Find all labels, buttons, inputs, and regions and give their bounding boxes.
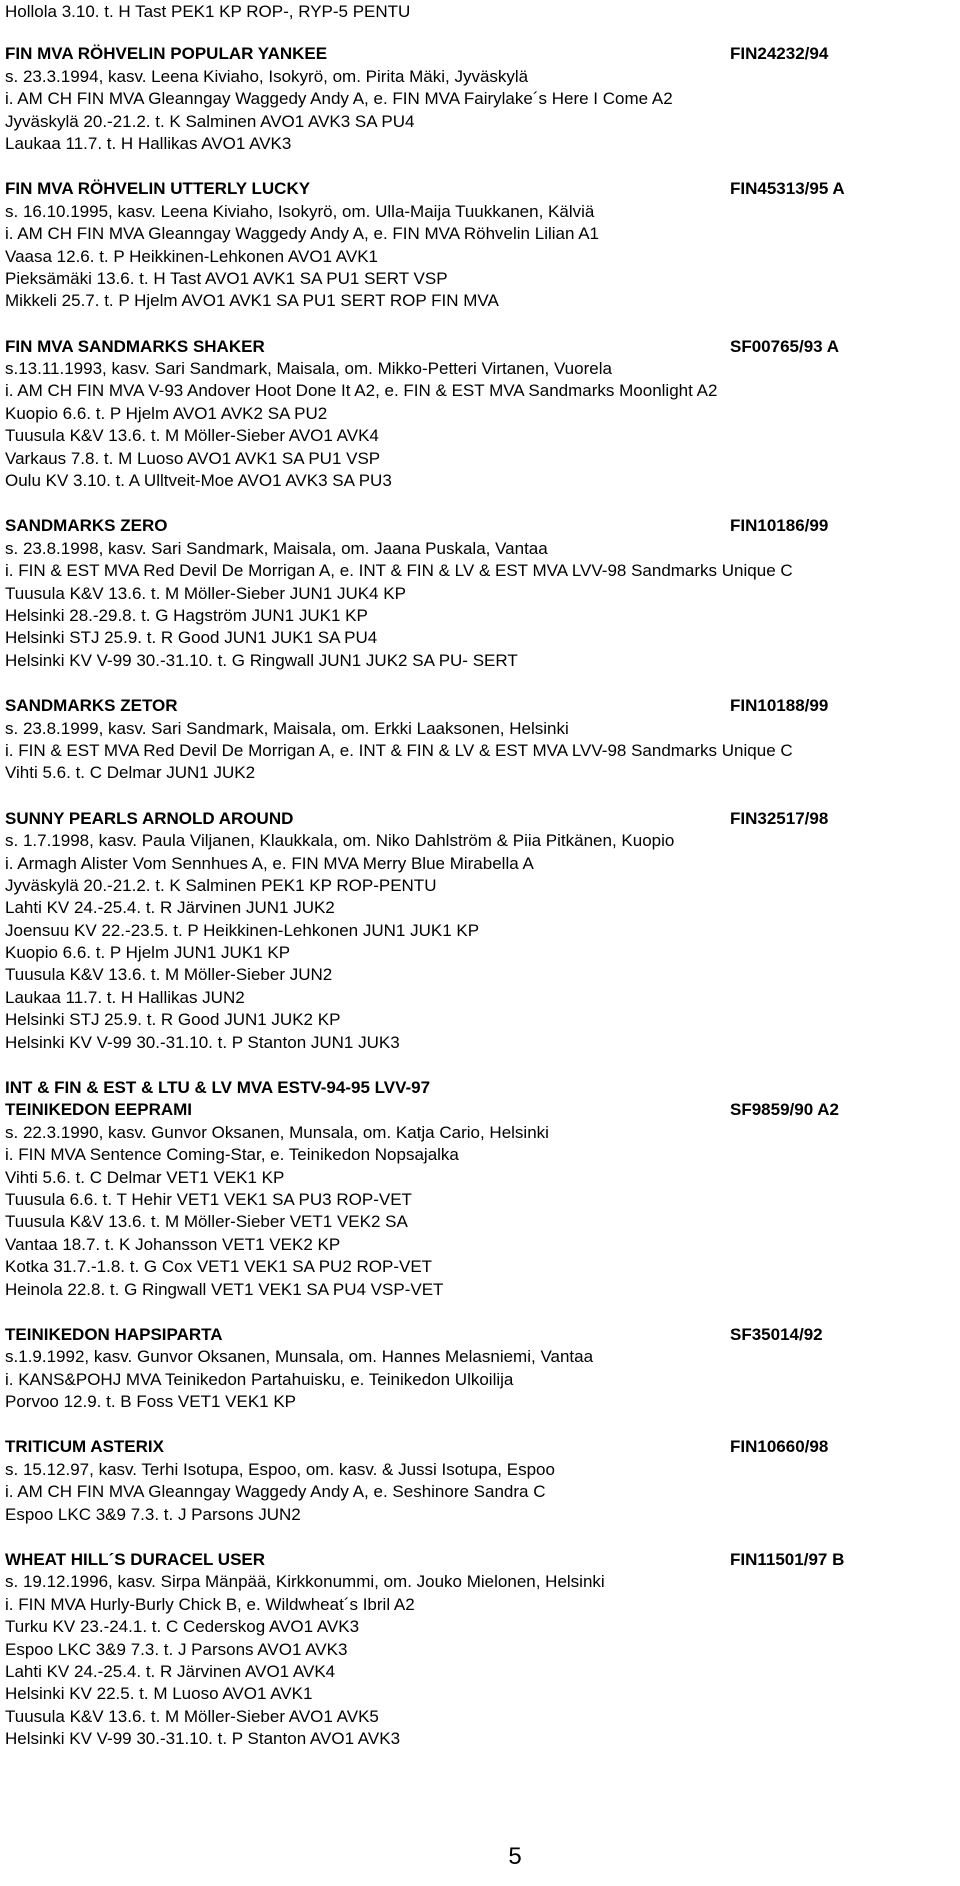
entry-line: s. 16.10.1995, kasv. Leena Kiviaho, Isokyrö, om. Ulla-Maija Tuukkanen, Kälviä bbox=[5, 201, 595, 221]
section-gap bbox=[5, 1526, 925, 1549]
entry-line: i. AM CH FIN MVA Gleanngay Waggedy Andy A, e. FIN MVA Röhvelin Lilian A1 bbox=[5, 224, 600, 244]
entry-line: Helsinki STJ 25.9. t. R Good JUN1 JUK1 SA PU4 bbox=[5, 628, 378, 648]
entry-line: Helsinki 28.-29.8. t. G Hagström JUN1 JUK1 KP bbox=[5, 605, 368, 625]
registration-number: FIN45313/95 A bbox=[730, 179, 845, 199]
dog-entry bbox=[5, 515, 925, 672]
section-gap bbox=[5, 1054, 925, 1077]
dog-entry bbox=[5, 808, 925, 1054]
entry-line: Turku KV 23.-24.1. t. C Cederskog AVO1 AVK3 bbox=[5, 1617, 360, 1637]
entry-line: Lahti KV 24.-25.4. t. R Järvinen JUN1 JUK2 bbox=[5, 898, 335, 918]
entry-line: Tuusula K&V 13.6. t. M Möller-Sieber AVO1 AVK4 bbox=[5, 426, 379, 446]
entry-line: i. FIN MVA Hurly-Burly Chick B, e. Wildwheat´s Ibril A2 bbox=[5, 1594, 415, 1614]
dog-entry bbox=[5, 43, 925, 155]
dog-name-heading bbox=[5, 178, 925, 200]
entry-line: Oulu KV 3.10. t. A Ulltveit-Moe AVO1 AVK3 SA PU3 bbox=[5, 471, 392, 491]
section-gap bbox=[5, 313, 925, 336]
dog-name-heading bbox=[5, 1077, 925, 1099]
dog-name: FIN MVA RÖHVELIN POPULAR YANKEE bbox=[5, 44, 328, 64]
entry-line: Heinola 22.8. t. G Ringwall VET1 VEK1 SA PU4 VSP-VET bbox=[5, 1279, 444, 1299]
entry-line: Mikkeli 25.7. t. P Hjelm AVO1 AVK1 SA PU1 SERT ROP FIN MVA bbox=[5, 291, 499, 311]
entry-line: Kuopio 6.6. t. P Hjelm AVO1 AVK2 SA PU2 bbox=[5, 403, 328, 423]
entry-line: Lahti KV 24.-25.4. t. R Järvinen AVO1 AVK4 bbox=[5, 1662, 336, 1681]
entry-line: s.1.9.1992, kasv. Gunvor Oksanen, Munsala, om. Hannes Melasniemi, Vantaa bbox=[5, 1347, 594, 1367]
dog-name-heading bbox=[5, 1099, 925, 1121]
entry-line: Porvoo 12.9. t. B Foss VET1 VEK1 KP bbox=[5, 1392, 297, 1412]
entry-line: s. 19.12.1996, kasv. Sirpa Mänpää, Kirkkonummi, om. Jouko Mielonen, Helsinki bbox=[5, 1572, 605, 1592]
entry-line: i. Armagh Alister Vom Sennhues A, e. FIN MVA Merry Blue Mirabella A bbox=[5, 853, 534, 873]
entry-line: i. KANS&POHJ MVA Teinikedon Partahuisku, e. Teinikedon Ulkoilija bbox=[5, 1369, 514, 1389]
entry-line: Pieksämäki 13.6. t. H Tast AVO1 AVK1 SA PU1 SERT VSP bbox=[5, 268, 448, 288]
dog-name: WHEAT HILL´S DURACEL USER bbox=[5, 1550, 266, 1570]
dog-name-heading bbox=[5, 695, 925, 717]
entry-line: Tuusula K&V 13.6. t. M Möller-Sieber JUN2 bbox=[5, 965, 333, 985]
entry-line: Tuusula 6.6. t. T Hehir VET1 VEK1 SA PU3 ROP-VET bbox=[5, 1189, 412, 1209]
entry-line: s. 15.12.97, kasv. Terhi Isotupa, Espoo, om. kasv. & Jussi Isotupa, Espoo bbox=[5, 1459, 555, 1479]
entry-line: Jyväskylä 20.-21.2. t. K Salminen AVO1 AVK3 SA PU4 bbox=[5, 111, 415, 131]
entry-line: s. 1.7.1998, kasv. Paula Viljanen, Klaukkala, om. Niko Dahlström & Piia Pitkänen, Kuopio bbox=[5, 831, 675, 851]
dog-name-heading bbox=[5, 43, 925, 65]
entry-line: i. FIN & EST MVA Red Devil De Morrigan A, e. INT & FIN & LV & EST MVA LVV-98 Sandmarks Unique C bbox=[5, 561, 793, 581]
entry-line: s. 22.3.1990, kasv. Gunvor Oksanen, Munsala, om. Katja Cario, Helsinki bbox=[5, 1122, 549, 1142]
entry-line: Laukaa 11.7. t. H Hallikas AVO1 AVK3 bbox=[5, 133, 292, 153]
registration-number: SF00765/93 A bbox=[730, 336, 839, 356]
dog-name: SANDMARKS ZERO bbox=[5, 516, 168, 536]
dog-name: SANDMARKS ZETOR bbox=[5, 696, 178, 716]
registration-number: SF9859/90 A2 bbox=[730, 1100, 839, 1120]
section-gap bbox=[5, 492, 925, 515]
dog-name-heading bbox=[5, 1324, 925, 1346]
entry-line: s.13.11.1993, kasv. Sari Sandmark, Maisala, om. Mikko-Petteri Virtanen, Vuorela bbox=[5, 359, 612, 379]
registration-number: FIN11501/97 B bbox=[730, 1550, 845, 1570]
section-gap bbox=[5, 1413, 925, 1436]
entry-line: Espoo LKC 3&9 7.3. t. J Parsons AVO1 AVK3 bbox=[5, 1639, 348, 1659]
entry-line: Helsinki KV V-99 30.-31.10. t. G Ringwall JUN1 JUK2 SA PU- SERT bbox=[5, 650, 518, 670]
registration-number: SF35014/92 bbox=[730, 1324, 823, 1344]
entry-line: i. FIN MVA Sentence Coming-Star, e. Teinikedon Nopsajalka bbox=[5, 1145, 459, 1165]
registration-number: FIN10660/98 bbox=[730, 1437, 829, 1457]
registration-number: FIN10188/99 bbox=[730, 696, 829, 716]
section-gap bbox=[5, 785, 925, 808]
dog-name-heading bbox=[5, 515, 925, 537]
entry-line: Vaasa 12.6. t. P Heikkinen-Lehkonen AVO1 AVK1 bbox=[5, 246, 378, 266]
entry-line: i. FIN & EST MVA Red Devil De Morrigan A, e. INT & FIN & LV & EST MVA LVV-98 Sandmarks Unique C bbox=[5, 740, 793, 760]
section-gap bbox=[5, 1301, 925, 1324]
dog-name: TEINIKEDON HAPSIPARTA bbox=[5, 1324, 223, 1344]
dog-name-heading bbox=[5, 808, 925, 830]
dog-name-heading bbox=[5, 1549, 925, 1571]
registration-number: FIN10186/99 bbox=[730, 516, 829, 536]
document-page bbox=[5, 1, 925, 1751]
entry-line: i. AM CH FIN MVA Gleanngay Waggedy Andy A, e. FIN MVA Fairylake´s Here I Come A2 bbox=[5, 89, 673, 109]
entry-line: Tuusula K&V 13.6. t. M Möller-Sieber VET1 VEK2 SA bbox=[5, 1212, 408, 1232]
entry-line: Kotka 31.7.-1.8. t. G Cox VET1 VEK1 SA PU2 ROP-VET bbox=[5, 1257, 433, 1277]
entry-line: Jyväskylä 20.-21.2. t. K Salminen PEK1 KP ROP-PENTU bbox=[5, 875, 437, 895]
entry-line: Vihti 5.6. t. C Delmar VET1 VEK1 KP bbox=[5, 1167, 285, 1187]
section-gap bbox=[5, 155, 925, 178]
dog-entry bbox=[5, 336, 925, 493]
section-gap bbox=[5, 672, 925, 695]
dog-name: INT & FIN & EST & LTU & LV MVA ESTV-94-95 LVV-97 bbox=[5, 1078, 431, 1098]
dog-entry bbox=[5, 178, 925, 312]
dog-name: FIN MVA RÖHVELIN UTTERLY LUCKY bbox=[5, 179, 311, 199]
dog-entry bbox=[5, 1436, 925, 1526]
entry-line: Tuusula K&V 13.6. t. M Möller-Sieber AVO1 AVK5 bbox=[5, 1706, 379, 1726]
entry-line: s. 23.8.1998, kasv. Sari Sandmark, Maisala, om. Jaana Puskala, Vantaa bbox=[5, 538, 548, 558]
entry-line: Helsinki KV V-99 30.-31.10. t. P Stanton JUN1 JUK3 bbox=[5, 1032, 400, 1052]
entry-line: Varkaus 7.8. t. M Luoso AVO1 AVK1 SA PU1 VSP bbox=[5, 448, 381, 468]
entry-line: i. AM CH FIN MVA V-93 Andover Hoot Done It A2, e. FIN & EST MVA Sandmarks Moonlight A2 bbox=[5, 381, 718, 401]
entry-line: Joensuu KV 22.-23.5. t. P Heikkinen-Lehkonen JUN1 JUK1 KP bbox=[5, 920, 480, 940]
dog-name: TRITICUM ASTERIX bbox=[5, 1437, 164, 1457]
dog-name: TEINIKEDON EEPRAMI bbox=[5, 1100, 193, 1120]
registration-number: FIN24232/94 bbox=[730, 44, 829, 64]
dog-name-heading bbox=[5, 336, 925, 358]
dog-entry bbox=[5, 1324, 925, 1414]
registration-number: FIN32517/98 bbox=[730, 808, 829, 828]
entry-line: Laukaa 11.7. t. H Hallikas JUN2 bbox=[5, 987, 245, 1007]
intro-line: Hollola 3.10. t. H Tast PEK1 KP ROP-, RYP-5 PENTU bbox=[5, 2, 411, 21]
entry-line: Helsinki KV 22.5. t. M Luoso AVO1 AVK1 bbox=[5, 1684, 313, 1704]
entry-line: Helsinki KV V-99 30.-31.10. t. P Stanton AVO1 AVK3 bbox=[5, 1729, 401, 1749]
page-number: 5 bbox=[508, 1843, 522, 1870]
entry-line: i. AM CH FIN MVA Gleanngay Waggedy Andy A, e. Seshinore Sandra C bbox=[5, 1482, 546, 1502]
entry-line: s. 23.3.1994, kasv. Leena Kiviaho, Isokyrö, om. Pirita Mäki, Jyväskylä bbox=[5, 66, 529, 86]
dog-name: FIN MVA SANDMARKS SHAKER bbox=[5, 336, 265, 356]
entry-line: Vantaa 18.7. t. K Johansson VET1 VEK2 KP bbox=[5, 1234, 341, 1254]
dog-entry bbox=[5, 1077, 925, 1301]
entry-line: Helsinki STJ 25.9. t. R Good JUN1 JUK2 KP bbox=[5, 1010, 341, 1030]
entry-line: Espoo LKC 3&9 7.3. t. J Parsons JUN2 bbox=[5, 1504, 301, 1524]
section-gap bbox=[5, 23, 925, 43]
dog-entry bbox=[5, 1549, 925, 1751]
dog-name-heading bbox=[5, 1436, 925, 1458]
entry-line: Tuusula K&V 13.6. t. M Möller-Sieber JUN1 JUK4 KP bbox=[5, 583, 406, 603]
entry-line: s. 23.8.1999, kasv. Sari Sandmark, Maisala, om. Erkki Laaksonen, Helsinki bbox=[5, 718, 569, 738]
dog-name: SUNNY PEARLS ARNOLD AROUND bbox=[5, 808, 294, 828]
entry-line: Vihti 5.6. t. C Delmar JUN1 JUK2 bbox=[5, 763, 256, 783]
entry-line: Kuopio 6.6. t. P Hjelm JUN1 JUK1 KP bbox=[5, 943, 291, 963]
dog-entry bbox=[5, 695, 925, 785]
